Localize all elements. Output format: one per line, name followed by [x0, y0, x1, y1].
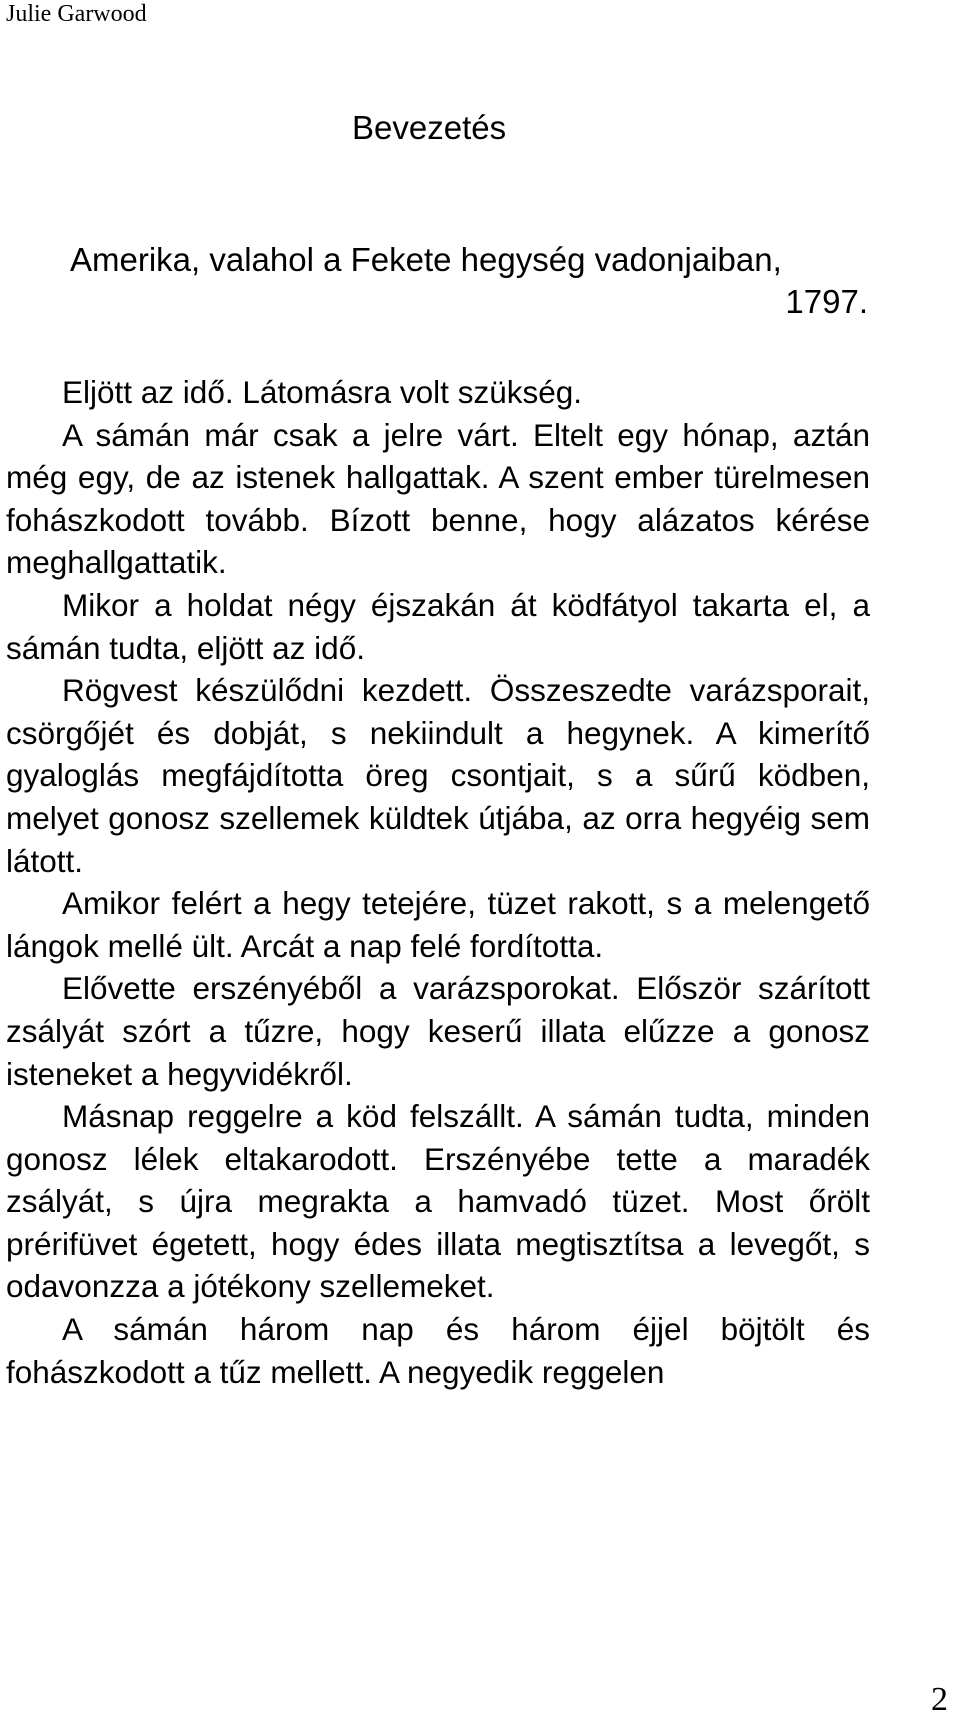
paragraph: Mikor a holdat négy éjszakán át ködfátyol takarta el, a sámán tudta, eljött az idő. — [6, 586, 870, 666]
year-line: 1797. — [785, 283, 868, 320]
paragraph: A sámán három nap és három éjjel böjtölt és fohászkodott a tűz mellett. A negyedik reggelen — [6, 1311, 870, 1390]
paragraph: Másnap reggelre a köd felszállt. A sámán tudta, minden gonosz lélek eltakarodott. Erszényébe tette a maradék zsályát, s újra megrakta a hamvadó tüzet. Most őrölt prérifüvet égetett, hogy édes illata megtisztítsa a levegőt, s odavonzza a jótékony szellemeket. — [6, 1098, 870, 1305]
running-header: Julie Garwood — [6, 1, 147, 27]
paragraph: A sámán már csak a jelre várt. Eltelt egy hónap, aztán még egy, de az istenek hallgattak. A szent ember türelmesen fohászkodott tovább. Bízott benne, hogy alázatos kérése meghallgattatik. — [6, 416, 870, 581]
paragraph: Rögvest készülődni kezdett. Összeszedte varázsporait, csörgőjét és dobját, s nekiindult a hegynek. A kimerítő gyaloglás megfájdította öreg csontjait, s a sűrű ködben, melyet gonosz szellemek küldtek útjába, az orra hegyéig sem látott. — [6, 672, 870, 879]
place-line: Amerika, valahol a Fekete hegység vadonjaiban, — [70, 241, 782, 278]
paragraph: Eljött az idő. Látomásra volt szükség. — [62, 374, 582, 410]
page-number: 2 — [931, 1681, 948, 1718]
paragraph: Elővette erszényéből a varázsporokat. Először szárított zsályát szórt a tűzre, hogy keserű illata elűzze a gonosz isteneket a hegyvidékről. — [6, 970, 870, 1092]
paragraph: Amikor felért a hegy tetejére, tüzet rakott, s a melengető lángok mellé ült. Arcát a nap felé fordította. — [6, 885, 870, 964]
body-text — [6, 371, 870, 1393]
chapter-title: Bevezetés — [352, 109, 507, 146]
